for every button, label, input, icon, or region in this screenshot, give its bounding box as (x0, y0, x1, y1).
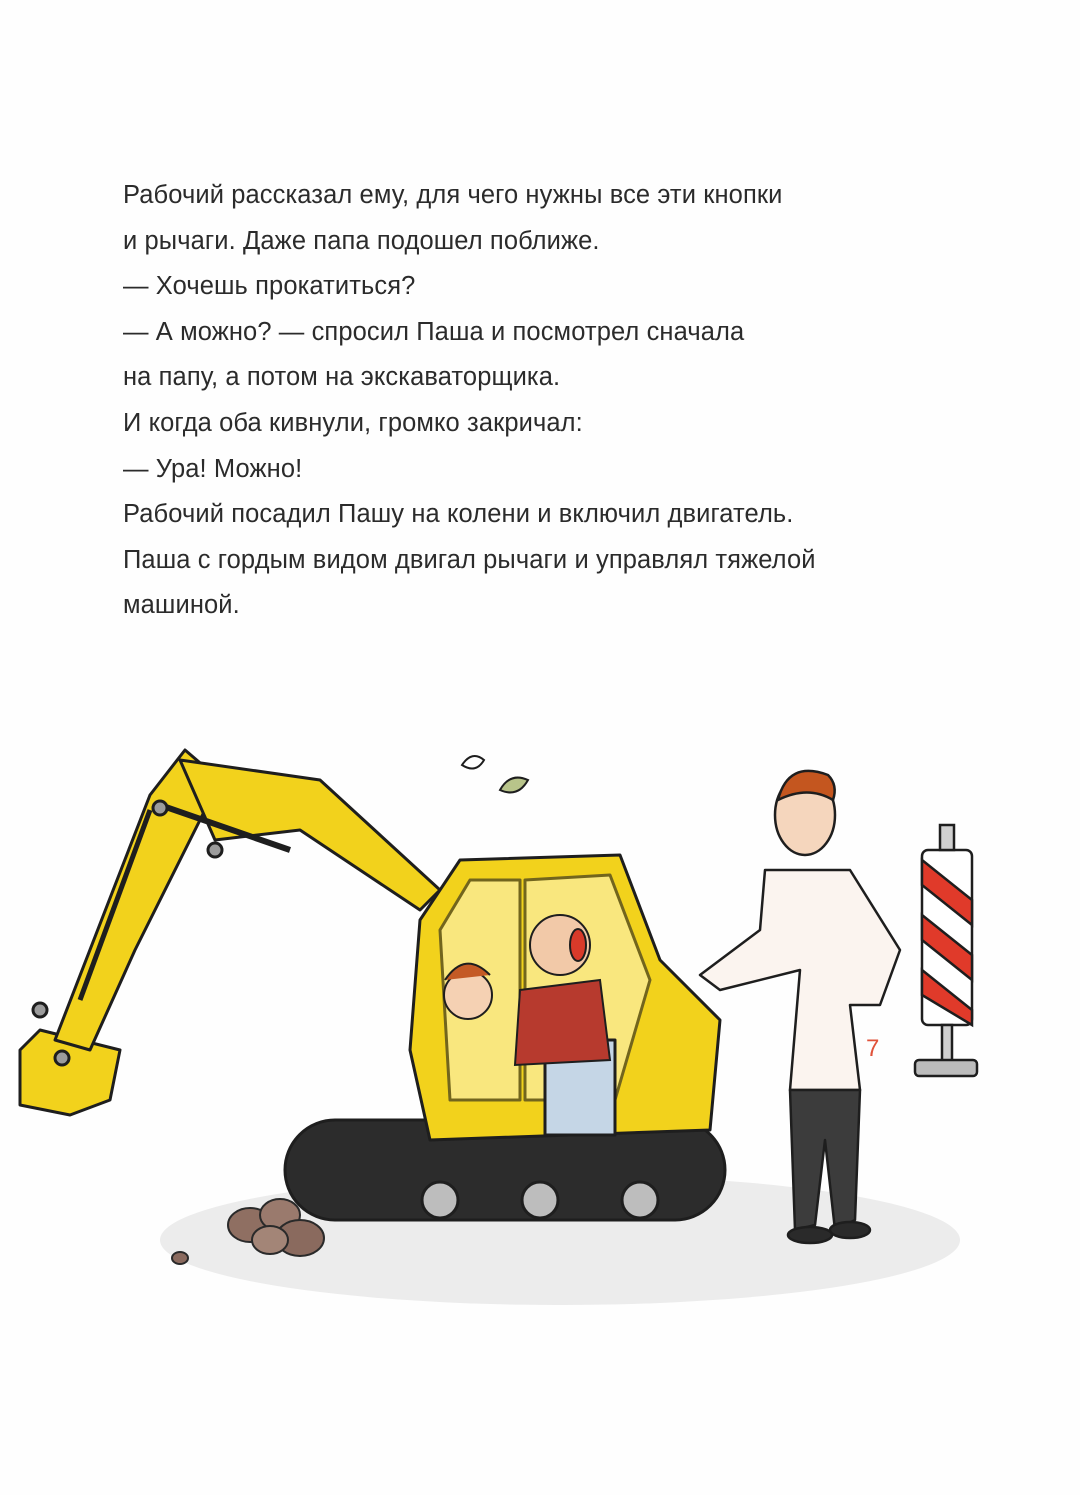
story-line: и рычаги. Даже папа подошел поближе. (123, 226, 600, 255)
father-figure (700, 771, 900, 1243)
flying-leaves (462, 756, 528, 792)
story-line: И когда оба кивнули, громко закричал: (123, 408, 583, 437)
story-line: на папу, а потом на экскаваторщика. (123, 363, 561, 392)
page-number: 7 (866, 1035, 880, 1062)
story-line: — А можно? — спросил Паша и посмотрел сначала (123, 317, 745, 346)
striped-barrier (915, 825, 977, 1076)
excavator-illustration (0, 720, 1080, 1320)
story-line: машиной. (123, 591, 240, 620)
story-line: — Ура! Можно! (123, 454, 303, 483)
story-text (123, 173, 953, 629)
story-line: — Хочешь прокатиться? (123, 272, 416, 301)
excavator-arm (20, 750, 440, 1115)
story-line: Паша с гордым видом двигал рычаги и управлял тяжелой (123, 545, 816, 574)
story-line: Рабочий рассказал ему, для чего нужны все эти кнопки (123, 181, 783, 209)
story-line: Рабочий посадил Пашу на колени и включил двигатель. (123, 500, 794, 529)
